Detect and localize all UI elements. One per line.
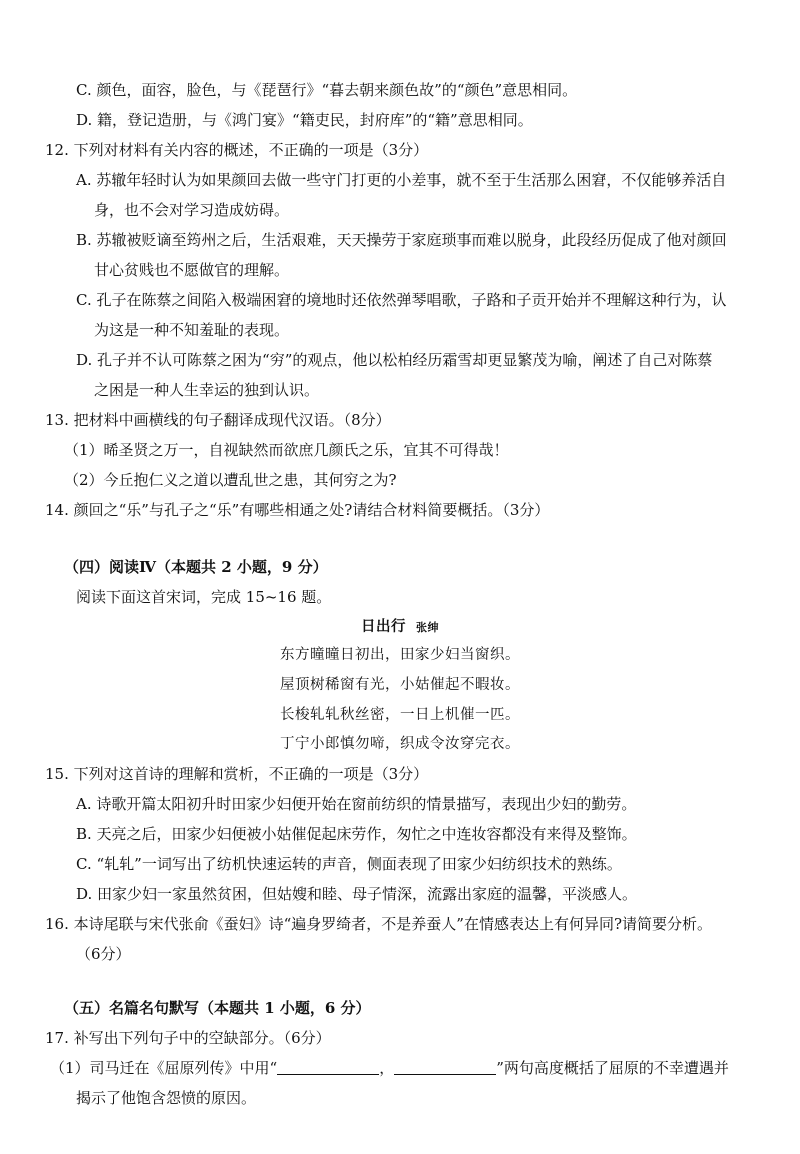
q13-stem: 13. 把材料中画横线的句子翻译成现代汉语。（8分）	[45, 411, 391, 429]
q12-option-a-line1: A. 苏辙年轻时认为如果颜回去做一些守门打更的小差事，就不至于生活那么困窘，不仅能够养活自	[76, 171, 727, 189]
section-4-intro: 阅读下面这首宋词，完成 15~16 题。	[76, 588, 332, 606]
q11-option-c: C. 颜色，面容，脸色，与《琵琶行》“暮去朝来颜色故”的“颜色”意思相同。	[76, 81, 578, 99]
q14-stem: 14. 颜回之“乐”与孔子之“乐”有哪些相通之处?请结合材料简要概括。（3分）	[45, 501, 550, 519]
section-4-heading: （四）阅读Ⅳ（本题共 2 小题，9 分）	[64, 558, 328, 576]
q17-sentence-1	[50, 1058, 729, 1078]
poem-line-3: 长梭轧轧秋丝密，一日上机催一匹。	[280, 707, 520, 723]
q15-option-c: C. “轧轧”一词写出了纺机快速运转的声音，侧面表现了田家少妇纺织技术的熟练。	[76, 855, 622, 873]
q13-sentence-1: （1）晞圣贤之万一，自视缺然而欲庶几颜氏之乐，宜其不可得哉！	[64, 441, 509, 459]
section-5-heading: （五）名篇名句默写（本题共 1 小题，6 分）	[64, 999, 371, 1017]
q17-sentence-1-suffix: ”两句高度概括了屈原的不幸遭遇并	[496, 1059, 729, 1077]
poem-line-1: 东方曈曈日初出，田家少妇当窗织。	[280, 647, 520, 663]
poem-line-2: 屋顶树稀窗有光，小姑催起不暇妆。	[280, 677, 520, 693]
answer-blank-2[interactable]	[394, 1060, 496, 1075]
q17-sentence-1-continuation: 揭示了他饱含怨愤的原因。	[76, 1089, 257, 1107]
q16-score: （6分）	[76, 945, 131, 963]
q17-stem: 17. 补写出下列句子中的空缺部分。（6分）	[45, 1029, 331, 1047]
q12-stem: 12. 下列对材料有关内容的概述，不正确的一项是（3分）	[45, 141, 429, 159]
q12-option-d-line2: 之困是一种人生幸运的独到认识。	[94, 381, 320, 399]
q12-option-b-line1: B. 苏辙被贬谪至筠州之后，生活艰难，天天操劳于家庭琐事而难以脱身，此段经历促成了他对颜回	[76, 231, 727, 249]
poem-line-4: 丁宁小郎慎勿啼，织成令汝穿完衣。	[280, 736, 520, 752]
answer-blank-1[interactable]	[277, 1060, 379, 1075]
q17-sentence-1-prefix: （1）司马迁在《屈原列传》中用“	[50, 1059, 278, 1077]
q15-option-a: A. 诗歌开篇太阳初升时田家少妇便开始在窗前纺织的情景描写，表现出少妇的勤劳。	[76, 795, 637, 813]
q15-option-d: D. 田家少妇一家虽然贫困，但姑嫂和睦、母子情深，流露出家庭的温馨，平淡感人。	[76, 885, 638, 903]
q15-option-b: B. 天亮之后，田家少妇便被小姑催促起床劳作，匆忙之中连妆容都没有来得及整饰。	[76, 825, 637, 843]
poem-title: 日出行	[361, 619, 406, 635]
q16-stem: 16. 本诗尾联与宋代张俞《蚕妇》诗“遍身罗绮者，不是养蚕人”在情感表达上有何异同?请简要分析。	[45, 915, 713, 933]
q12-option-b-line2: 甘心贫贱也不愿做官的理解。	[94, 261, 290, 279]
poem-title-row	[0, 617, 800, 638]
q13-sentence-2: （2）今丘抱仁义之道以遭乱世之患，其何穷之为?	[64, 471, 397, 489]
q12-option-d-line1: D. 孔子并不认可陈蔡之困为“穷”的观点，他以松柏经历霜雪却更显繁茂为喻，阐述了自己对陈蔡	[76, 351, 713, 369]
q15-stem: 15. 下列对这首诗的理解和赏析，不正确的一项是（3分）	[45, 765, 429, 783]
q12-option-a-line2: 身，也不会对学习造成妨碍。	[94, 201, 290, 219]
q12-option-c-line1: C. 孔子在陈蔡之间陷入极端困窘的境地时还依然弹琴唱歌，子路和子贡开始并不理解这种行为，认	[76, 291, 727, 309]
q17-sentence-1-separator: ，	[379, 1059, 395, 1077]
poem-author: 张绅	[416, 621, 439, 634]
q11-option-d: D. 籍，登记造册，与《鸿门宴》“籍吏民，封府库”的“籍”意思相同。	[76, 111, 533, 129]
q12-option-c-line2: 为这是一种不知羞耻的表现。	[94, 321, 290, 339]
